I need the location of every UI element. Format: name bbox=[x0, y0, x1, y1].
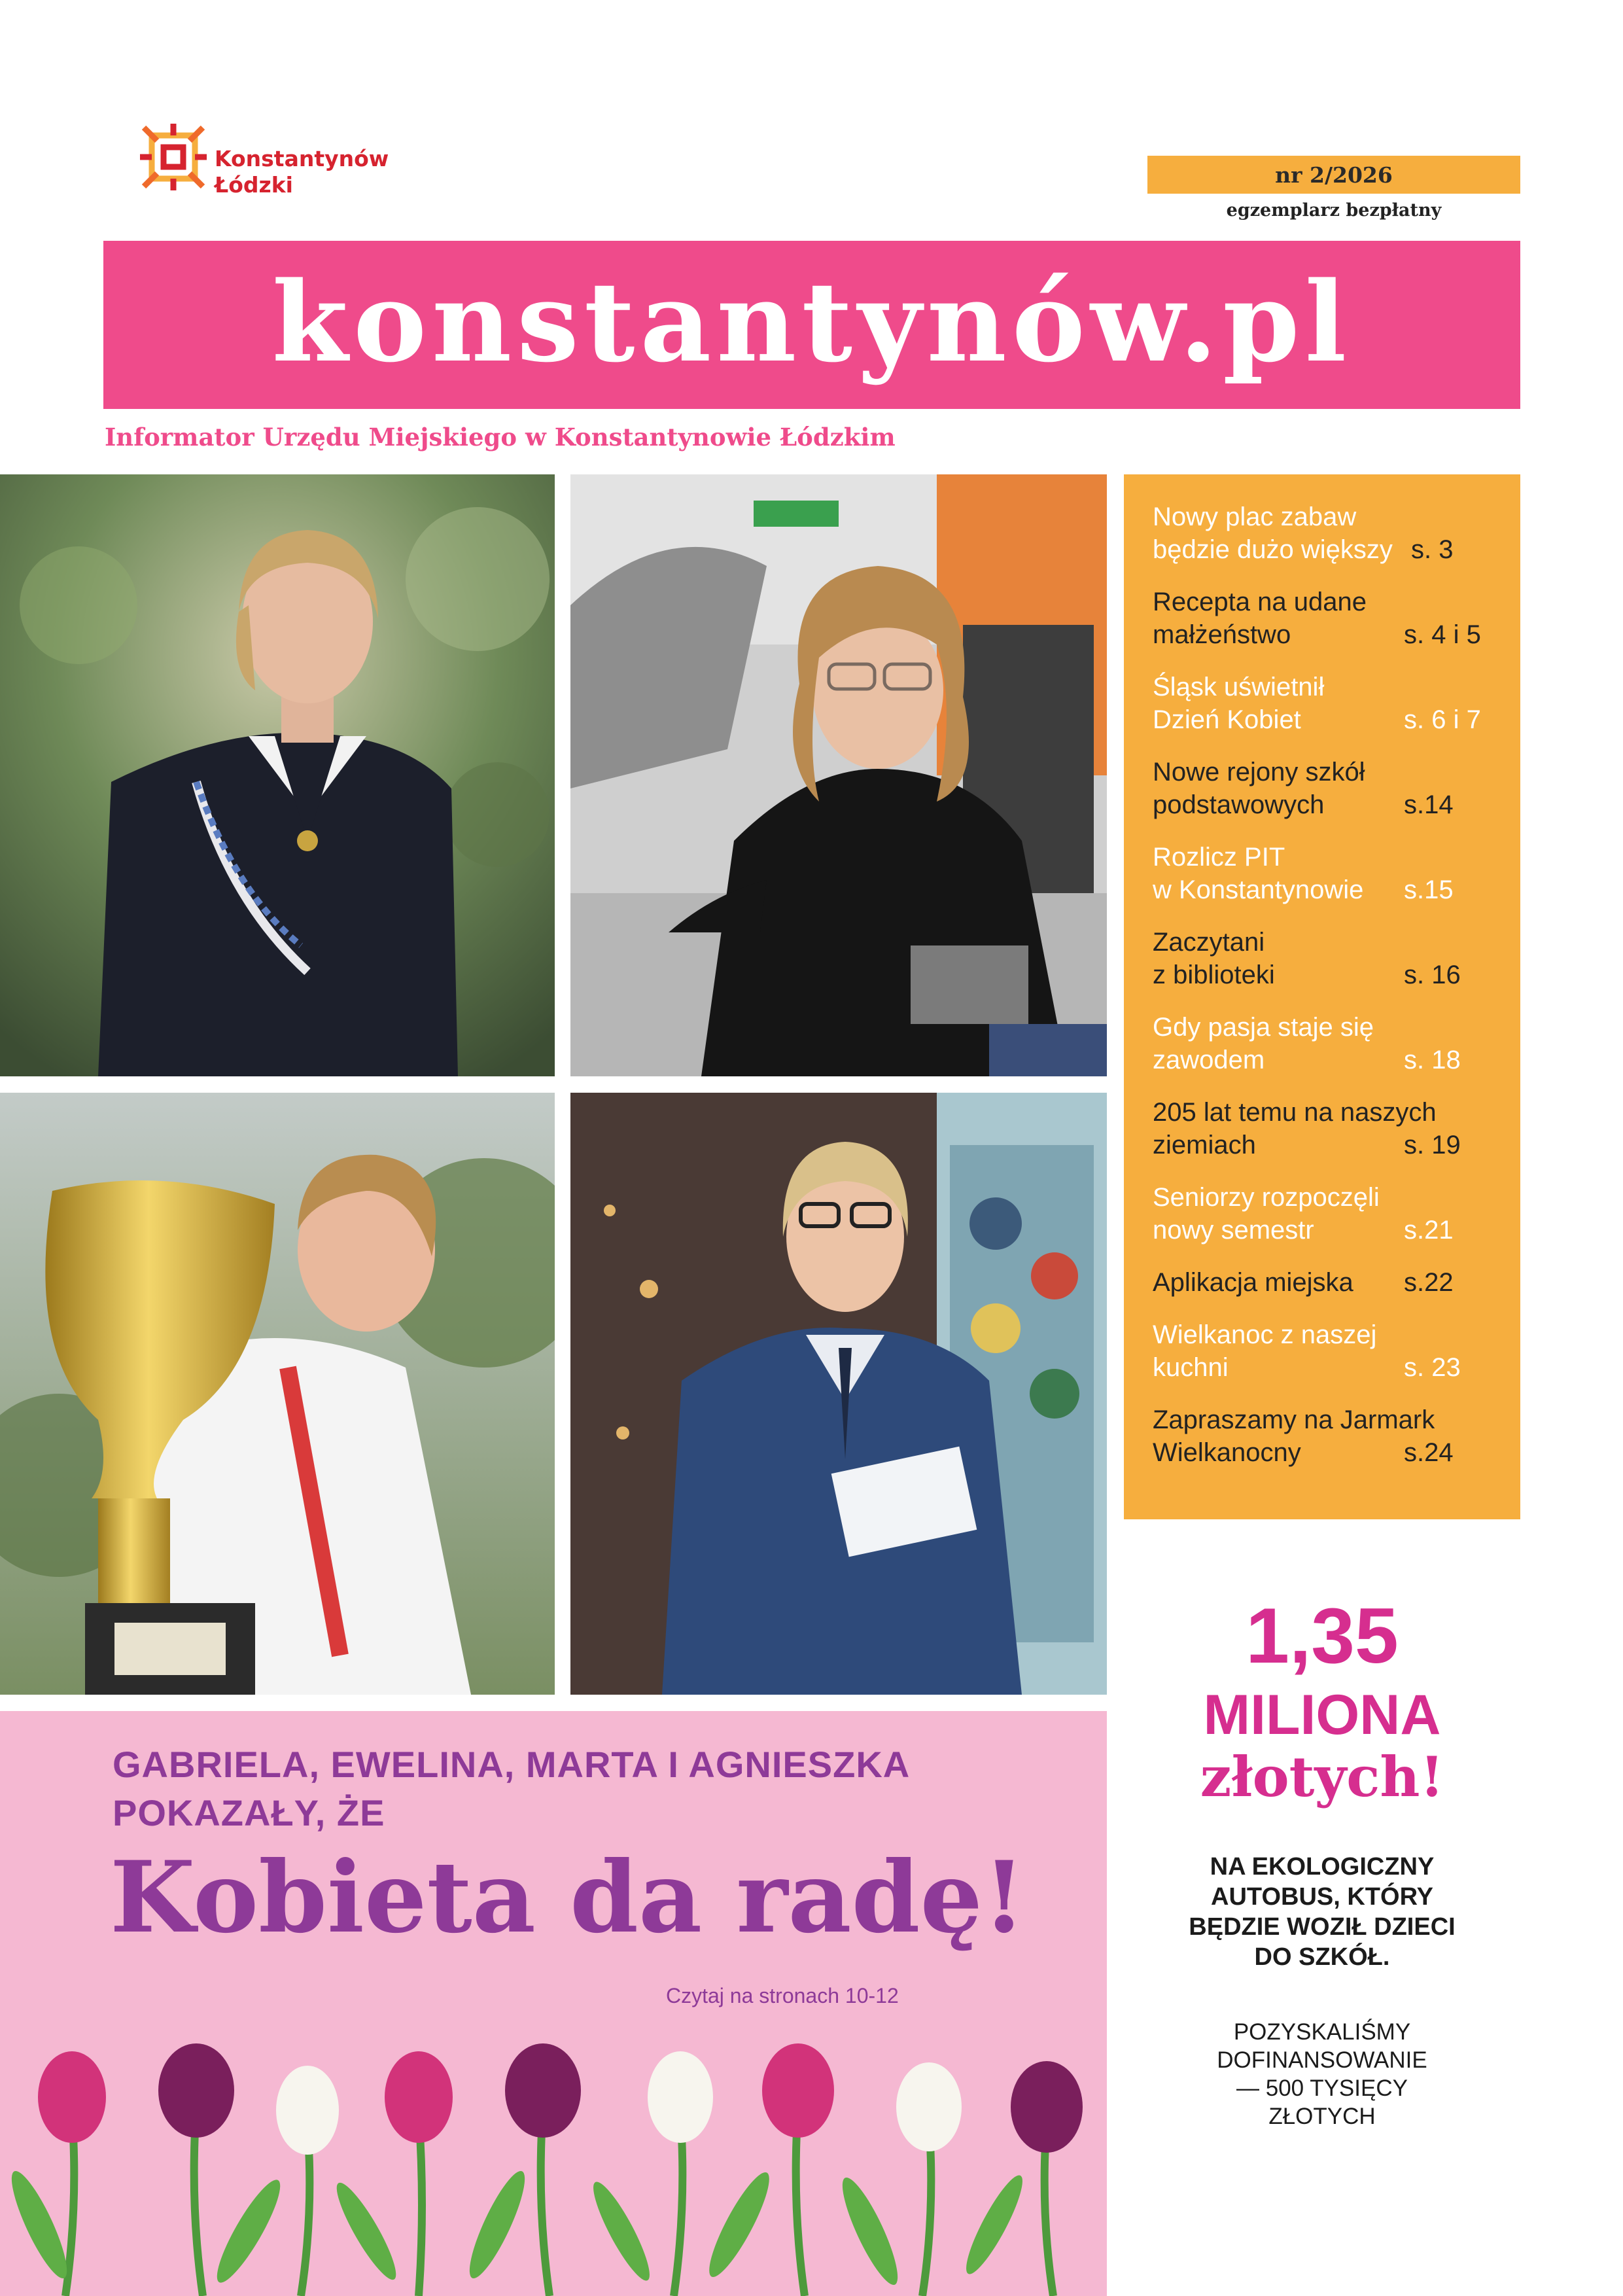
photo-mechanic-woman bbox=[570, 474, 1107, 1076]
toc-item-page: s.14 bbox=[1404, 790, 1454, 819]
promo-funding-note bbox=[1151, 2018, 1493, 2130]
toc-item[interactable] bbox=[1153, 841, 1506, 906]
banner-kicker-line-2: POKAZAŁY, ŻE bbox=[113, 1792, 385, 1833]
promo-description-line: AUTOBUS, KTÓRY bbox=[1211, 1883, 1433, 1911]
banner-read-more: Czytaj na stronach 10-12 bbox=[666, 1984, 899, 2007]
promo-description bbox=[1151, 1852, 1493, 1972]
promo-funding-line: POZYSKALIŚMY bbox=[1233, 2019, 1411, 2045]
masthead bbox=[103, 241, 1520, 409]
masthead-title: konstantynów.pl bbox=[271, 256, 1352, 387]
toc-item-page: s.21 bbox=[1404, 1216, 1454, 1245]
toc-item-page: s. 19 bbox=[1404, 1131, 1461, 1159]
toc-item-title: Zaczytani bbox=[1153, 928, 1265, 957]
toc-item[interactable] bbox=[1153, 1318, 1506, 1384]
toc-item-page: s. 4 i 5 bbox=[1404, 620, 1481, 649]
issue-note: egzemplarz bezpłatny bbox=[1226, 200, 1442, 221]
toc-item[interactable] bbox=[1153, 1096, 1506, 1161]
toc-item-page: s. 18 bbox=[1404, 1046, 1461, 1074]
toc-item[interactable] bbox=[1153, 1266, 1506, 1299]
promo-description-line: DO SZKÓŁ. bbox=[1254, 1943, 1390, 1971]
toc-item[interactable] bbox=[1153, 926, 1506, 991]
toc-item-title: Seniorzy rozpoczęli bbox=[1153, 1183, 1380, 1212]
city-emblem-icon bbox=[137, 121, 209, 193]
table-of-contents bbox=[1124, 474, 1520, 1519]
issue-number-box bbox=[1147, 156, 1520, 194]
toc-item[interactable] bbox=[1153, 586, 1506, 651]
promo-funding-line: ZŁOTYCH bbox=[1268, 2104, 1376, 2129]
issue-number: nr 2/2026 bbox=[1275, 162, 1393, 188]
toc-item[interactable] bbox=[1153, 1181, 1506, 1246]
photo-firefighter-woman bbox=[0, 474, 555, 1076]
toc-item-title: Wielkanoc z naszej bbox=[1153, 1320, 1377, 1349]
toc-item[interactable] bbox=[1153, 501, 1506, 566]
promo-unit: MILIONA bbox=[1203, 1684, 1441, 1746]
toc-item-page: s. 16 bbox=[1404, 961, 1461, 989]
toc-item-page: s.22 bbox=[1404, 1268, 1454, 1297]
tulips-illustration bbox=[0, 2035, 1107, 2296]
toc-item-title: Recepta na udane bbox=[1153, 588, 1367, 616]
toc-item[interactable] bbox=[1153, 756, 1506, 821]
toc-item-title: Aplikacja miejska bbox=[1153, 1268, 1353, 1297]
masthead-subtitle: Informator Urzędu Miejskiego w Konstantynowie Łódzkim bbox=[105, 423, 896, 451]
toc-item-title: ziemiach bbox=[1153, 1131, 1256, 1159]
toc-item-page: s.15 bbox=[1404, 875, 1454, 904]
toc-item-title: w Konstantynowie bbox=[1153, 875, 1364, 904]
toc-item-page: s.24 bbox=[1404, 1438, 1454, 1467]
toc-item-page: s. 23 bbox=[1404, 1353, 1461, 1382]
toc-item-title: Śląsk uświetnił bbox=[1153, 673, 1325, 701]
toc-item-title: Rozlicz PIT bbox=[1153, 843, 1285, 872]
photo-police-officer-woman bbox=[570, 1093, 1107, 1695]
toc-item-title: małżeństwo bbox=[1153, 620, 1291, 649]
toc-item-title: będzie dużo większy bbox=[1153, 535, 1393, 564]
photo-footballer-trophy bbox=[0, 1093, 555, 1695]
toc-item-title: zawodem bbox=[1153, 1046, 1265, 1074]
toc-item-title: Dzień Kobiet bbox=[1153, 705, 1301, 734]
toc-item[interactable] bbox=[1153, 1011, 1506, 1076]
toc-item[interactable] bbox=[1153, 671, 1506, 736]
toc-item-page: s. 3 bbox=[1411, 535, 1454, 564]
toc-item-title: nowy semestr bbox=[1153, 1216, 1314, 1245]
toc-item-title: podstawowych bbox=[1153, 790, 1325, 819]
logo-line-1: Konstantynów bbox=[215, 146, 389, 171]
toc-item-page: s. 6 i 7 bbox=[1404, 705, 1481, 734]
toc-item-title: Nowy plac zabaw bbox=[1153, 503, 1357, 531]
toc-item-title: Wielkanocny bbox=[1153, 1438, 1301, 1467]
banner-kicker-line-1: GABRIELA, EWELINA, MARTA I AGNIESZKA bbox=[113, 1744, 911, 1785]
promo-amount: 1,35 bbox=[1246, 1592, 1399, 1680]
toc-item-title: 205 lat temu na naszych bbox=[1153, 1098, 1437, 1127]
toc-item-title: z biblioteki bbox=[1153, 961, 1275, 989]
promo-funding-line: — 500 TYSIĘCY bbox=[1236, 2075, 1408, 2101]
promo-description-line: NA EKOLOGICZNY bbox=[1210, 1853, 1435, 1881]
toc-item-title: Nowe rejony szkół bbox=[1153, 758, 1365, 786]
toc-item-title: kuchni bbox=[1153, 1353, 1229, 1382]
banner-headline: Kobieta da radę! bbox=[110, 1840, 1026, 1955]
toc-item[interactable] bbox=[1153, 1404, 1506, 1469]
logo-line-2: Łódzki bbox=[215, 172, 293, 198]
city-logo bbox=[137, 121, 412, 206]
promo-currency: złotych! bbox=[1200, 1744, 1444, 1809]
toc-item-title: Zapraszamy na Jarmark bbox=[1153, 1405, 1435, 1434]
promo-funding-line: DOFINANSOWANIE bbox=[1217, 2047, 1427, 2073]
toc-item-title: Gdy pasja staje się bbox=[1153, 1013, 1374, 1042]
promo-description-line: BĘDZIE WOZIŁ DZIECI bbox=[1189, 1913, 1456, 1941]
